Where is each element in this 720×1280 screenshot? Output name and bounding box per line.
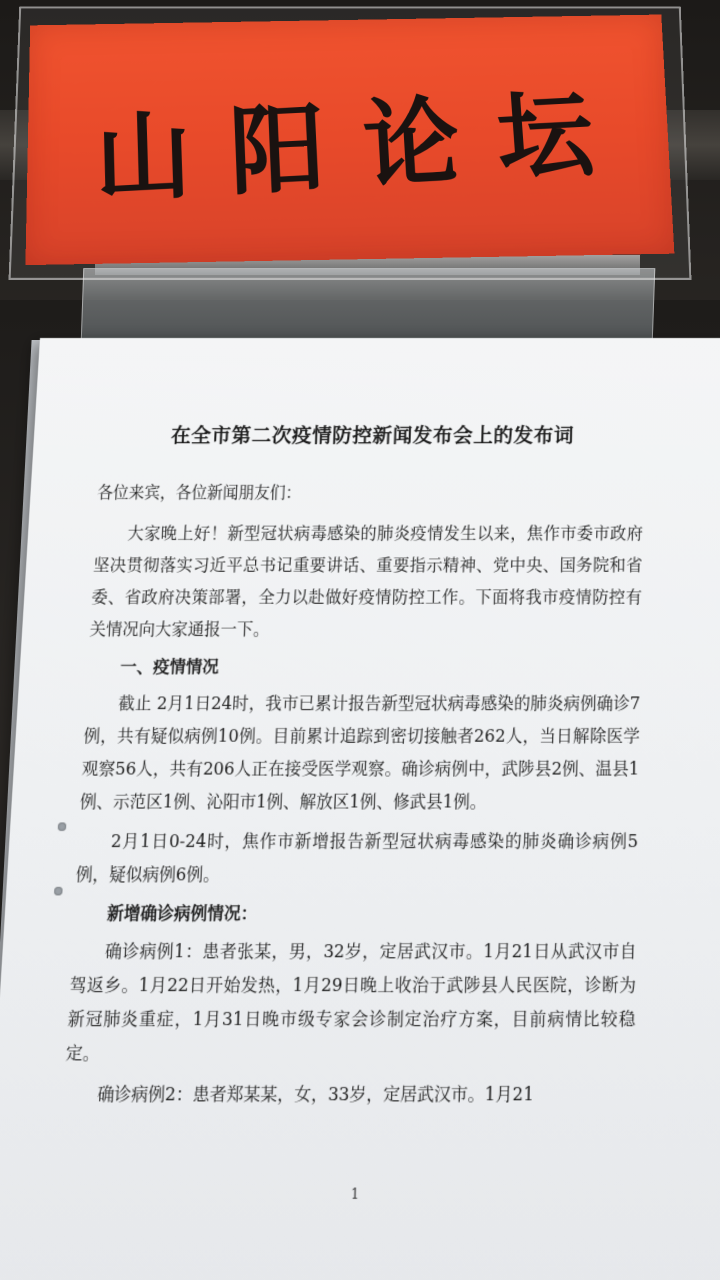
section-heading: 一、疫情情况 <box>119 656 220 677</box>
document-paragraph: 2月1日0-24时，焦作市新增报告新型冠状病毒感染的肺炎确诊病例5例，疑似病例6例。 <box>75 830 639 885</box>
case-paragraph: 确诊病例1：患者张某，男，32岁，定居武汉市。1月21日从武汉市自驾返乡。1月22日开始发热，1月29日晚上收治于武陟县人民医院，诊断为新冠肺炎重症，1月31日晚市级专家会诊制定治疗方案，目前病情比较稳定。 <box>65 940 637 1064</box>
document-paragraph: 截止 2月1日24时，我市已累计报告新型冠状病毒感染的肺炎病例确诊7例，共有疑似病例10例。目前累计追踪到密切接触者262人，当日解除医学观察56人，共有206人正在接受医学观察。确诊病例中，武陟县2例、温县1例、示范区1例、沁阳市1例、解放区1例、修武县1例。 <box>79 693 641 812</box>
binder-hole <box>54 887 63 896</box>
section-subheading: 新增确诊病例情况： <box>106 903 258 924</box>
name-plate-card <box>25 15 674 266</box>
document-page <box>0 338 720 1280</box>
name-plate-title: 山阳论坛 <box>93 75 636 216</box>
document-title: 在全市第二次疫情防控新闻发布会上的发布词 <box>170 424 575 448</box>
document-body <box>62 420 644 1118</box>
page-number: 1 <box>350 1186 360 1203</box>
binder-hole <box>58 822 67 831</box>
document-paragraph: 大家晚上好！新型冠状病毒感染的肺炎疫情发生以来，焦作市委市政府坚决贯彻落实习近平总书记重要讲话、重要指示精神、党中央、国务院和省委、省政府决策部署，全力以赴做好疫情防控工作。下面将我市疫情防控有关情况向大家通报一下。 <box>89 523 644 640</box>
case-paragraph: 确诊病例2：患者郑某某，女，33岁，定居武汉市。1月21 <box>96 1083 535 1105</box>
document-greeting: 各位来宾，各位新闻朋友们： <box>96 483 302 503</box>
